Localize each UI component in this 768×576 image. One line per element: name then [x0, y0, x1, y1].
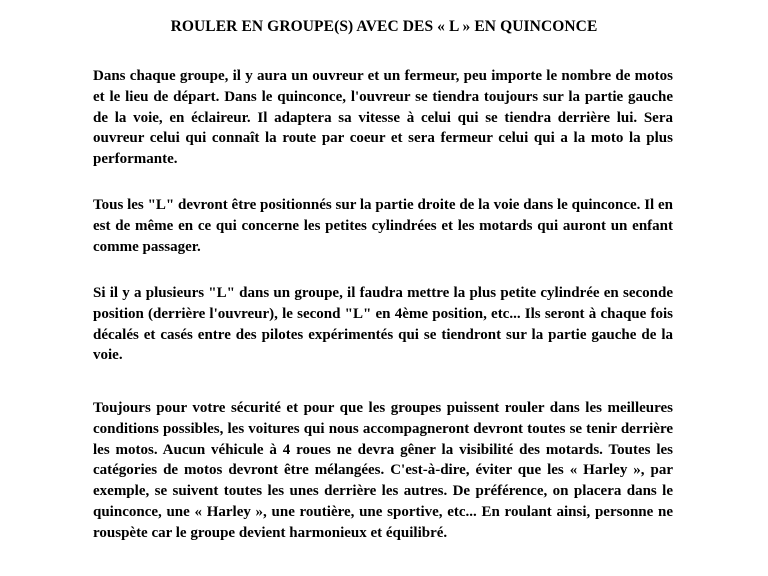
- paragraph-position-l: Tous les "L" devront être positionnés sur la partie droite de la voie dans le quinconce. Il en est de même en ce qui concerne les petites cylindrées et les motards qui auront un enfant comme passager.: [93, 197, 673, 255]
- paragraph-ouvreur-fermeur: Dans chaque groupe, il y aura un ouvreur et un fermeur, peu importe le nombre de motos et le lieu de départ. Dans le quinconce, l'ouvreur se tiendra toujours sur la partie gauche de la voie, en éclaireur. Il adaptera sa vitesse à celui qui se tiendra derrière lui. Sera ouvreur celui qui connaît la route par coeur et sera fermeur celui qui a la moto la plus performante.: [93, 68, 673, 168]
- paragraph-plusieurs-l: Si il y a plusieurs "L" dans un groupe, il faudra mettre la plus petite cylindrée en seconde position (derrière l'ouvreur), le second "L" en 4ème position, etc... Ils seront à chaque fois décalés et casés entre des pilotes expérimentés qui se tiendront sur la partie gauche de la voie.: [93, 285, 673, 364]
- page-title: ROULER EN GROUPE(S) AVEC DES « L » EN QUINCONCE: [170, 18, 598, 35]
- paragraph-securite-voitures: Toujours pour votre sécurité et pour que les groupes puissent rouler dans les meilleures conditions possibles, les voitures qui nous accompagneront devront toutes se tenir derrière les motos. Aucun véhicule à 4 roues ne devra gêner la visibilité des motards. Toutes les catégories de motos devront être mélangées. C'est-à-dire, éviter que les « Harley », par exemple, se suivent toutes les unes derrière les autres. De préférence, on placera dans le quinconce, une « Harley », une routière, une sportive, etc... En roulant ainsi, personne ne rouspète car le groupe devient harmonieux et équilibré.: [93, 400, 673, 541]
